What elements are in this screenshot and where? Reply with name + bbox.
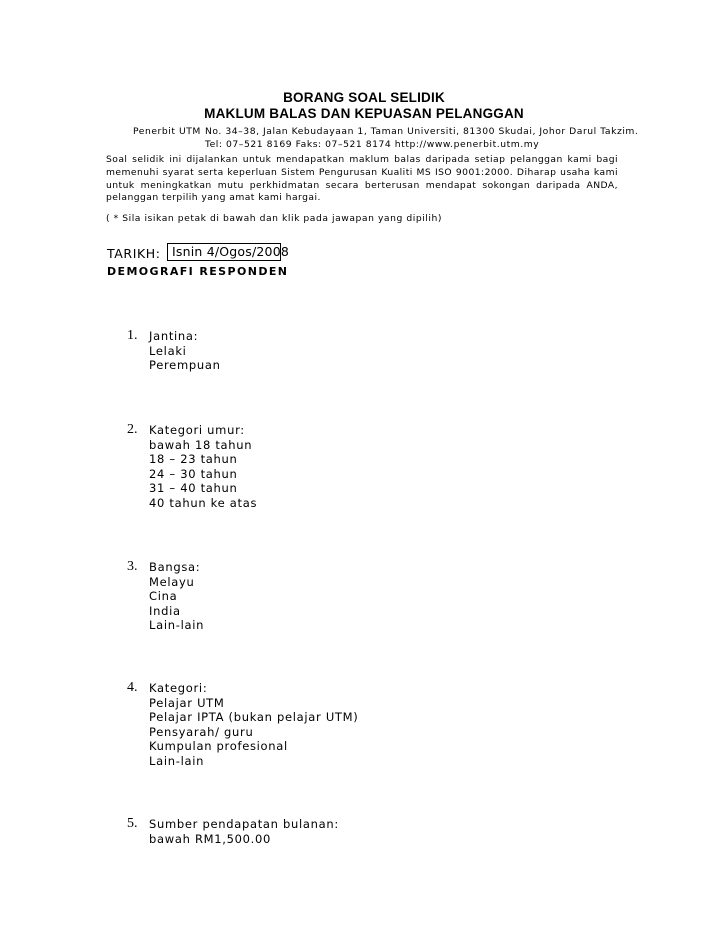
question-number: 5. [127, 816, 138, 831]
option-lelaki[interactable]: Lelaki [149, 343, 187, 358]
question-2 [149, 423, 257, 511]
publisher-contact: Tel: 07–521 8169 Faks: 07–521 8174 http://www.penerbit.utm.my [205, 139, 540, 150]
publisher-name: Penerbit UTM [133, 126, 201, 137]
publisher-address: No. 34–38, Jalan Kebudayaan 1, Taman Universiti, 81300 Skudai, Johor Darul Takzim. [205, 126, 639, 137]
question-number: 4. [127, 680, 138, 695]
option-40-ke-atas[interactable]: 40 tahun ke atas [149, 495, 258, 510]
section-title: DEMOGRAFI RESPONDEN [107, 265, 289, 278]
question-5 [149, 817, 339, 846]
option-india[interactable]: India [149, 603, 181, 618]
question-label: Kategori: [149, 681, 208, 695]
option-pelajar-ipta[interactable]: Pelajar IPTA (bukan pelajar UTM) [149, 710, 359, 725]
form-subtitle: MAKLUM BALAS DAN KEPUASAN PELANGGAN [204, 106, 524, 121]
question-number: 1. [127, 328, 138, 343]
option-18-23[interactable]: 18 – 23 tahun [149, 452, 238, 467]
question-1 [149, 329, 221, 373]
option-cina[interactable]: Cina [149, 589, 178, 604]
question-3 [149, 560, 204, 633]
question-label: Kategori umur: [149, 423, 245, 437]
option-bawah-rm1500[interactable]: bawah RM1,500.00 [149, 831, 272, 846]
date-label: TARIKH: [107, 246, 161, 261]
option-31-40[interactable]: 31 – 40 tahun [149, 481, 238, 496]
intro-paragraph: Soal selidik ini dijalankan untuk mendapatkan maklum balas daripada setiap pelanggan kami bagi memenuhi syarat serta keperluan Sistem Pengurusan Kualiti MS ISO 9001:2000. Diharap usaha kami untuk meningkatkan mutu perkhidmatan secara berterusan mendapat sokongan daripada ANDA, pelanggan terpilih yang amat kami hargai. [106, 154, 618, 204]
option-melayu[interactable]: Melayu [149, 574, 195, 589]
instruction-note: ( * Sila isikan petak di bawah dan klik pada jawapan yang dipilih) [106, 213, 443, 224]
option-pelajar-utm[interactable]: Pelajar UTM [149, 695, 225, 710]
form-title: BORANG SOAL SELIDIK [283, 90, 445, 105]
question-label: Sumber pendapatan bulanan: [149, 817, 339, 831]
question-4 [149, 681, 358, 769]
date-field[interactable]: Isnin 4/Ogos/2008 [167, 243, 281, 261]
option-lain-lain[interactable]: Lain-lain [149, 618, 205, 633]
question-label: Jantina: [149, 329, 199, 343]
question-number: 3. [127, 559, 138, 574]
option-24-30[interactable]: 24 – 30 tahun [149, 466, 238, 481]
option-lain-lain[interactable]: Lain-lain [149, 753, 205, 768]
question-label: Bangsa: [149, 560, 201, 574]
question-number: 2. [127, 422, 138, 437]
option-bawah-18[interactable]: bawah 18 tahun [149, 437, 253, 452]
option-perempuan[interactable]: Perempuan [149, 358, 221, 373]
option-pensyarah-guru[interactable]: Pensyarah/ guru [149, 724, 254, 739]
option-kumpulan-profesional[interactable]: Kumpulan profesional [149, 739, 288, 754]
